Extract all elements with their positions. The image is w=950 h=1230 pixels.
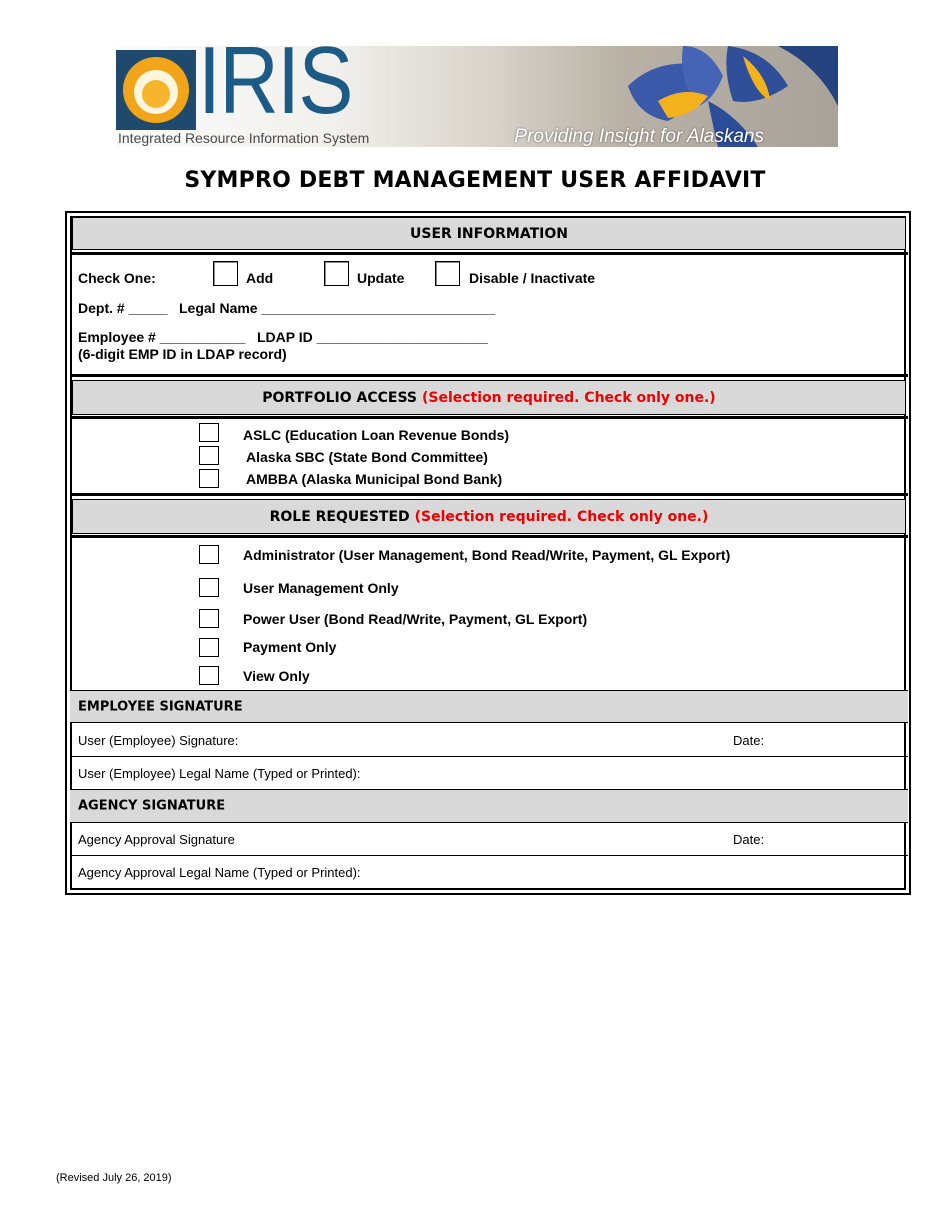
role-view-only-checkbox[interactable] (199, 666, 219, 685)
section-heading-text: AGENCY SIGNATURE (78, 798, 226, 814)
role-payment-only-checkbox[interactable] (199, 638, 219, 657)
role-payment-only-label: Payment Only (243, 639, 337, 655)
divider (70, 855, 908, 856)
tagline: Providing Insight for Alaskans (514, 126, 764, 147)
employee-legal-name-field[interactable]: User (Employee) Legal Name (Typed or Printed): (78, 766, 361, 781)
role-user-management-checkbox[interactable] (199, 578, 219, 597)
header-banner (116, 46, 838, 147)
divider (70, 756, 908, 757)
divider (70, 822, 908, 823)
brand-subtitle: Integrated Resource Information System (118, 130, 370, 146)
check-one-label: Check One: (78, 270, 156, 286)
update-option-label: Update (357, 270, 405, 286)
legal-name-field[interactable]: Legal Name ______________________________ (179, 300, 496, 316)
add-checkbox[interactable] (213, 261, 238, 286)
portfolio-access-heading (72, 380, 906, 415)
portfolio-aslc-checkbox[interactable] (199, 423, 219, 442)
employee-id-note: (6-digit EMP ID in LDAP record) (78, 346, 287, 362)
role-requested-heading (72, 499, 906, 534)
role-view-only-label: View Only (243, 668, 310, 684)
portfolio-sbc-checkbox[interactable] (199, 446, 219, 465)
divider (70, 722, 908, 723)
role-administrator-label: Administrator (User Management, Bond Read/Write, Payment, GL Export) (243, 547, 731, 563)
employee-signature-heading (70, 691, 908, 722)
divider (70, 535, 908, 538)
section-heading-text: EMPLOYEE SIGNATURE (78, 699, 243, 714)
divider (70, 252, 908, 255)
agency-date-field[interactable]: Date: (733, 832, 765, 847)
employee-date-field[interactable]: Date: (733, 733, 765, 748)
portfolio-ambba-label: AMBBA (Alaska Municipal Bond Bank) (246, 471, 503, 487)
section-heading-text: ROLE REQUESTED (269, 508, 410, 525)
role-administrator-checkbox[interactable] (199, 545, 219, 564)
section-heading-text: USER INFORMATION (410, 225, 568, 242)
agency-signature-heading (70, 790, 908, 822)
agency-signature-field[interactable]: Agency Approval Signature (78, 832, 235, 847)
employee-number-field[interactable]: Employee # ___________ (78, 329, 246, 345)
requirement-note: (Selection required. Check only one.) (414, 508, 709, 525)
portfolio-ambba-checkbox[interactable] (199, 469, 219, 488)
requirement-note: (Selection required. Check only one.) (421, 389, 716, 406)
divider (70, 416, 908, 419)
role-user-management-label: User Management Only (243, 580, 399, 596)
page-title: SYMPRO DEBT MANAGEMENT USER AFFIDAVIT (184, 168, 766, 193)
brand-name: IRIS (198, 46, 352, 134)
revision-date: (Revised July 26, 2019) (56, 1172, 172, 1184)
section-heading-text: PORTFOLIO ACCESS (262, 389, 417, 406)
agency-legal-name-field[interactable]: Agency Approval Legal Name (Typed or Printed): (78, 865, 361, 880)
divider (70, 374, 908, 377)
sun-logo-icon (116, 50, 196, 130)
disable-option-label: Disable / Inactivate (469, 270, 596, 286)
role-power-user-checkbox[interactable] (199, 609, 219, 628)
ldap-id-field[interactable]: LDAP ID ______________________ (257, 329, 488, 345)
add-option-label: Add (246, 270, 274, 286)
employee-signature-field[interactable]: User (Employee) Signature: (78, 733, 239, 748)
role-power-user-label: Power User (Bond Read/Write, Payment, GL Export) (243, 611, 588, 627)
user-information-heading (72, 217, 906, 250)
divider (70, 493, 908, 496)
dept-number-field[interactable]: Dept. # _____ (78, 300, 168, 316)
update-checkbox[interactable] (324, 261, 349, 286)
disable-inactivate-checkbox[interactable] (435, 261, 460, 286)
portfolio-sbc-label: Alaska SBC (State Bond Committee) (246, 449, 488, 465)
portfolio-aslc-label: ASLC (Education Loan Revenue Bonds) (243, 427, 510, 443)
